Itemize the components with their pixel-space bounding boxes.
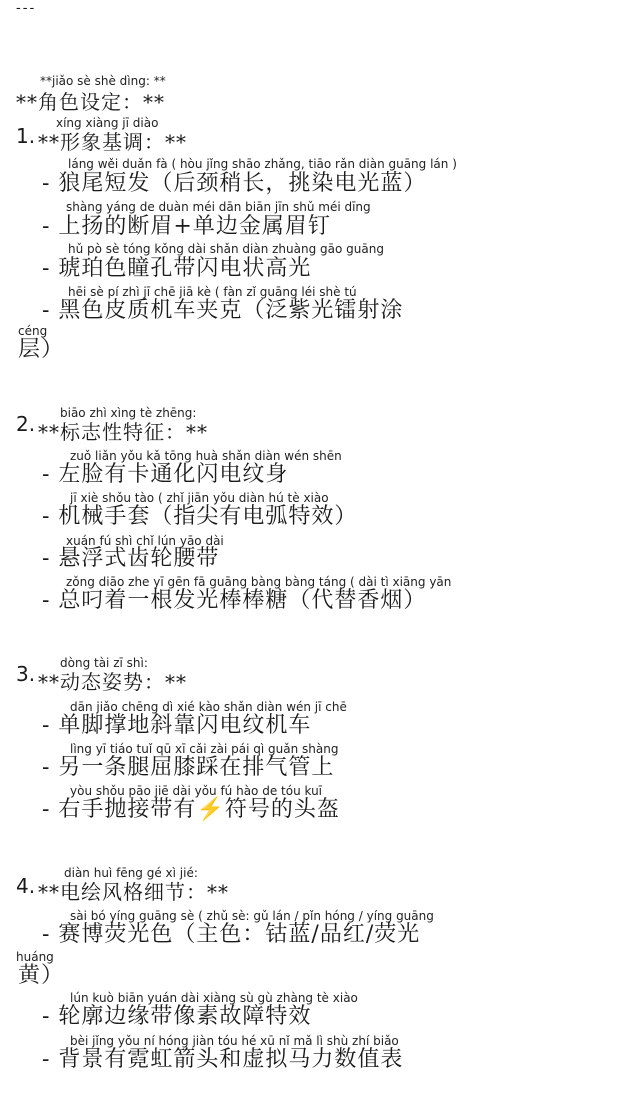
section-4-item-1-cont-pinyin: huáng (16, 950, 54, 964)
section-1-item-3: - 琥珀色瞳孔带闪电状高光 (42, 256, 312, 281)
section-2-item-1-pinyin: zuǒ liǎn yǒu kǎ tōng huà shǎn diàn wén shēn (70, 449, 342, 463)
section-4-item-1-cont: 黄） (18, 963, 65, 988)
section-1-item-3-pinyin: hǔ pò sè tóng kǒng dài shǎn diàn zhuàng gāo guāng (68, 242, 384, 256)
section-3-item-2-pinyin: lìng yī tiáo tuǐ qū xī cǎi zài pái qì guǎn shàng (70, 742, 339, 756)
section-2-item-4-pinyin: zǒng diāo zhe yī gēn fā guāng bàng bàng táng ( dài tì xiāng yān (66, 575, 452, 589)
section-3-item-3-text-before: - 右手抛接带有 (42, 797, 197, 822)
section-1-item-1-pinyin: láng wěi duǎn fà ( hòu jǐng shāo zhǎng, tiāo rǎn diàn guāng lán ) (68, 157, 457, 171)
section-2-item-2: - 机械手套（指尖有电弧特效） (42, 504, 358, 529)
section-1-item-4-cont: 层） (18, 337, 65, 362)
section-4-number: 4. (16, 874, 36, 898)
section-2-item-2-pinyin: jī xiè shǒu tào ( zhǐ jiān yǒu diàn hú tè xiào (70, 491, 329, 505)
section-4-pinyin: diàn huì fēng gé xì jié: (64, 866, 198, 880)
section-2-heading: **标志性特征：** (38, 420, 208, 444)
section-3-item-1: - 单脚撑地斜靠闪电纹机车 (42, 713, 312, 738)
role-heading: **角色设定：** (16, 90, 165, 114)
section-3-number: 3. (16, 662, 36, 686)
section-2-item-1: - 左脸有卡通化闪电纹身 (42, 462, 289, 487)
section-1-item-4-pinyin: hēi sè pí zhì jī chē jiā kè ( fàn zǐ guāng léi shè tú (68, 285, 357, 299)
section-4-item-3-pinyin: bèi jǐng yǒu ní hóng jiàn tóu hé xū nǐ mǎ lì shù zhí biǎo (70, 1034, 399, 1048)
section-4-item-2-pinyin: lún kuò biān yuán dài xiàng sù gù zhàng tè xiào (70, 991, 358, 1005)
section-1-item-4-cont-pinyin: céng (18, 324, 48, 338)
section-1-item-2-pinyin: shàng yáng de duàn méi dān biān jīn shǔ méi dīng (66, 200, 371, 214)
section-2-item-3-pinyin: xuán fú shì chǐ lún yāo dài (66, 534, 224, 548)
section-3-pinyin: dòng tài zī shì: (60, 656, 148, 670)
section-4-item-2: - 轮廓边缘带像素故障特效 (42, 1004, 312, 1029)
section-2-item-4: - 总叼着一根发光棒棒糖（代替香烟） (42, 588, 427, 613)
section-4-item-1: - 赛博荧光色（主色：钴蓝/品红/荧光 (42, 922, 421, 947)
role-heading-pinyin: **jiǎo sè shè dìng: ** (40, 74, 166, 88)
section-1-item-4: - 黑色皮质机车夹克（泛紫光镭射涂 (42, 298, 404, 323)
section-1-item-1: - 狼尾短发（后颈稍长，挑染电光蓝） (42, 171, 427, 196)
section-3-heading: **动态姿势：** (38, 670, 187, 694)
section-3-item-2: - 另一条腿屈膝踩在排气管上 (42, 755, 335, 780)
section-3-item-1-pinyin: dān jiǎo chēng dì xié kào shǎn diàn wén jī chē (70, 700, 347, 714)
section-3-item-3-text-after: 符号的头盔 (224, 797, 340, 822)
section-4-heading: **电绘风格细节：** (38, 880, 229, 904)
section-4-item-1-pinyin: sài bó yíng guāng sè ( zhǔ sè: gǔ lán / pǐn hóng / yíng guāng (70, 909, 434, 923)
section-1-heading: **形象基调：** (38, 130, 187, 154)
lightning-bolt-icon: ⚡ (196, 797, 225, 822)
section-1-item-2: - 上扬的断眉+单边金属眉钉 (42, 214, 331, 239)
top-rule: --- (16, 0, 37, 16)
section-4-item-3: - 背景有霓虹箭头和虚拟马力数值表 (42, 1047, 404, 1072)
section-3-item-3 (42, 792, 340, 823)
section-2-item-3: - 悬浮式齿轮腰带 (42, 546, 220, 571)
section-3-item-3-pinyin: yòu shǒu pāo jiē dài yǒu fú hào de tóu kuī (70, 784, 323, 798)
section-2-number: 2. (16, 412, 36, 436)
section-1-pinyin: xíng xiàng jī diào (56, 116, 159, 130)
section-1-number: 1. (16, 124, 36, 148)
section-2-pinyin: biāo zhì xìng tè zhēng: (60, 406, 197, 420)
